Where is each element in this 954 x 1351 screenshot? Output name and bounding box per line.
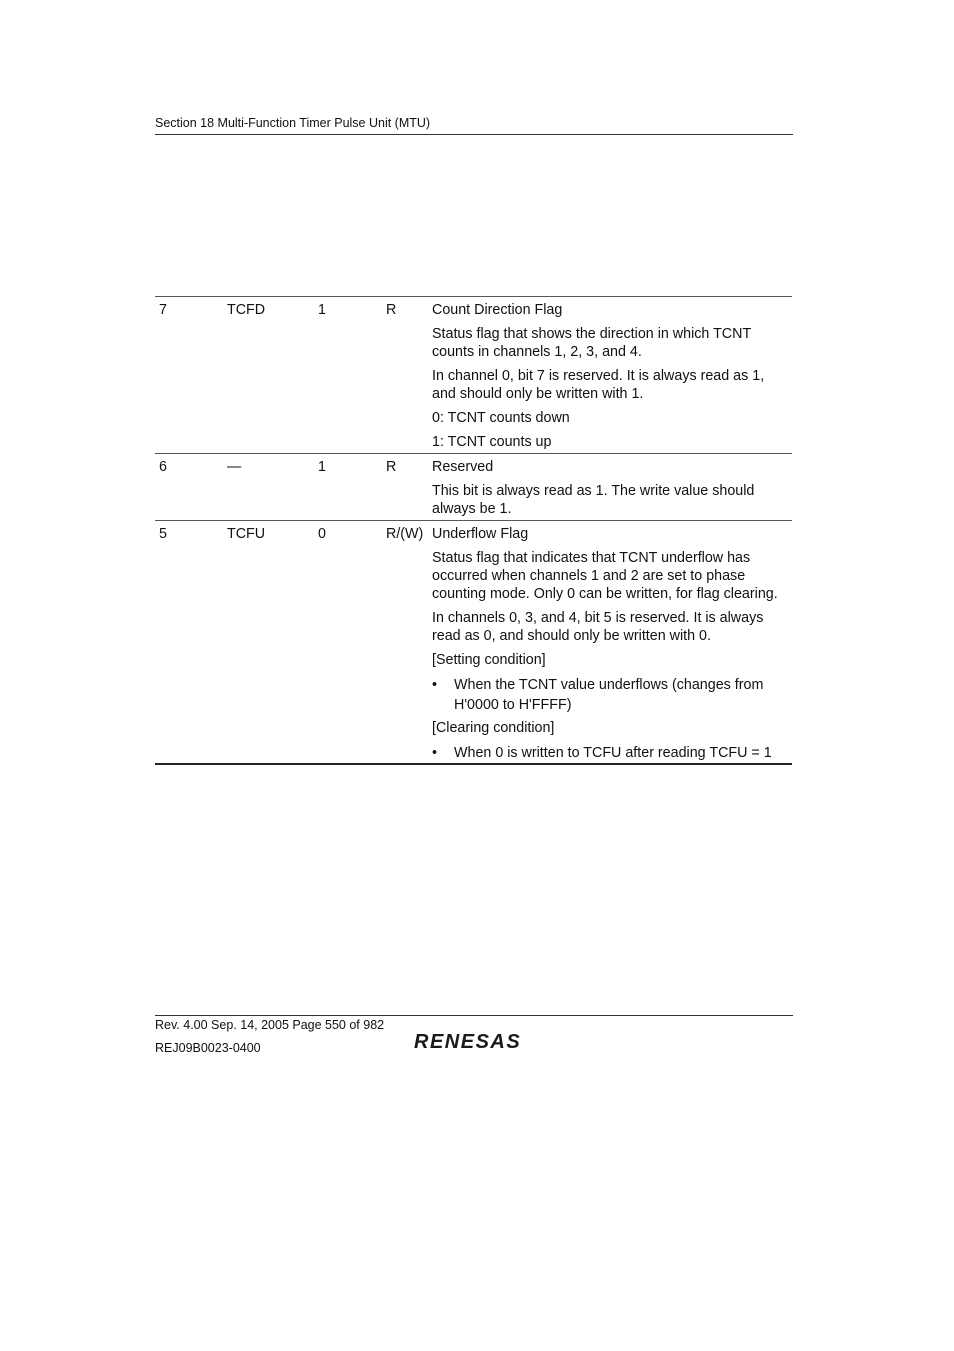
bit-number: 5 — [159, 526, 167, 542]
footer-document-number: REJ09B0023-0400 — [155, 1041, 261, 1055]
footer-revision: Rev. 4.00 Sep. 14, 2005 Page 550 of 982 — [155, 1018, 385, 1032]
read-write: R/(W) — [386, 526, 424, 542]
description-text: Status flag that shows the direction in which TCNT counts in channels 1, 2, 3, and 4. — [432, 326, 751, 360]
read-write: R — [386, 302, 397, 318]
bullet-item — [432, 675, 788, 715]
table-row — [155, 520, 792, 763]
bullet-icon: • — [432, 677, 438, 693]
description — [432, 525, 788, 767]
bullet-text: When 0 is written to TCFU after reading TCFU = 1 — [454, 745, 772, 761]
renesas-logo — [414, 1030, 536, 1057]
description-text: 1: TCNT counts up — [432, 434, 552, 450]
setting-condition-label: [Setting condition] — [432, 652, 546, 668]
description — [432, 458, 788, 524]
bit-number: 6 — [159, 459, 167, 475]
description-text: This bit is always read as 1. The write value should always be 1. — [432, 483, 755, 517]
description-text: 0: TCNT counts down — [432, 410, 570, 426]
bit-name: TCFD — [227, 302, 266, 318]
description-text: In channel 0, bit 7 is reserved. It is always read as 1, and should only be written with 1. — [432, 368, 765, 402]
footer-rule — [155, 1015, 793, 1016]
bit-name: — — [227, 459, 242, 475]
initial-value: 1 — [318, 302, 326, 318]
header-rule — [155, 134, 793, 135]
description-text: In channels 0, 3, and 4, bit 5 is reserved. It is always read as 0, and should only be written with 0. — [432, 610, 764, 644]
description — [432, 301, 788, 457]
bullet-icon: • — [432, 745, 438, 761]
initial-value: 1 — [318, 459, 326, 475]
description-text: Status flag that indicates that TCNT underflow has occurred when channels 1 and 2 are set to phase counting mode. Only 0 can be written, for flag clearing. — [432, 550, 778, 602]
description-title: Count Direction Flag — [432, 302, 563, 318]
description-title: Reserved — [432, 459, 494, 475]
bit-name: TCFU — [227, 526, 266, 542]
bullet-text: When the TCNT value underflows (changes from H'0000 to H'FFFF) — [454, 677, 764, 713]
initial-value: 0 — [318, 526, 326, 542]
clearing-condition-label: [Clearing condition] — [432, 720, 555, 736]
bullet-item — [432, 743, 788, 763]
bit-number: 7 — [159, 302, 167, 318]
register-bit-table — [155, 296, 792, 765]
logo-text: RENESAS — [414, 1031, 522, 1052]
page-header: Section 18 Multi-Function Timer Pulse Unit (MTU) — [155, 116, 431, 130]
description-title: Underflow Flag — [432, 526, 529, 542]
table-row — [155, 453, 792, 520]
read-write: R — [386, 459, 397, 475]
table-row — [155, 297, 792, 453]
